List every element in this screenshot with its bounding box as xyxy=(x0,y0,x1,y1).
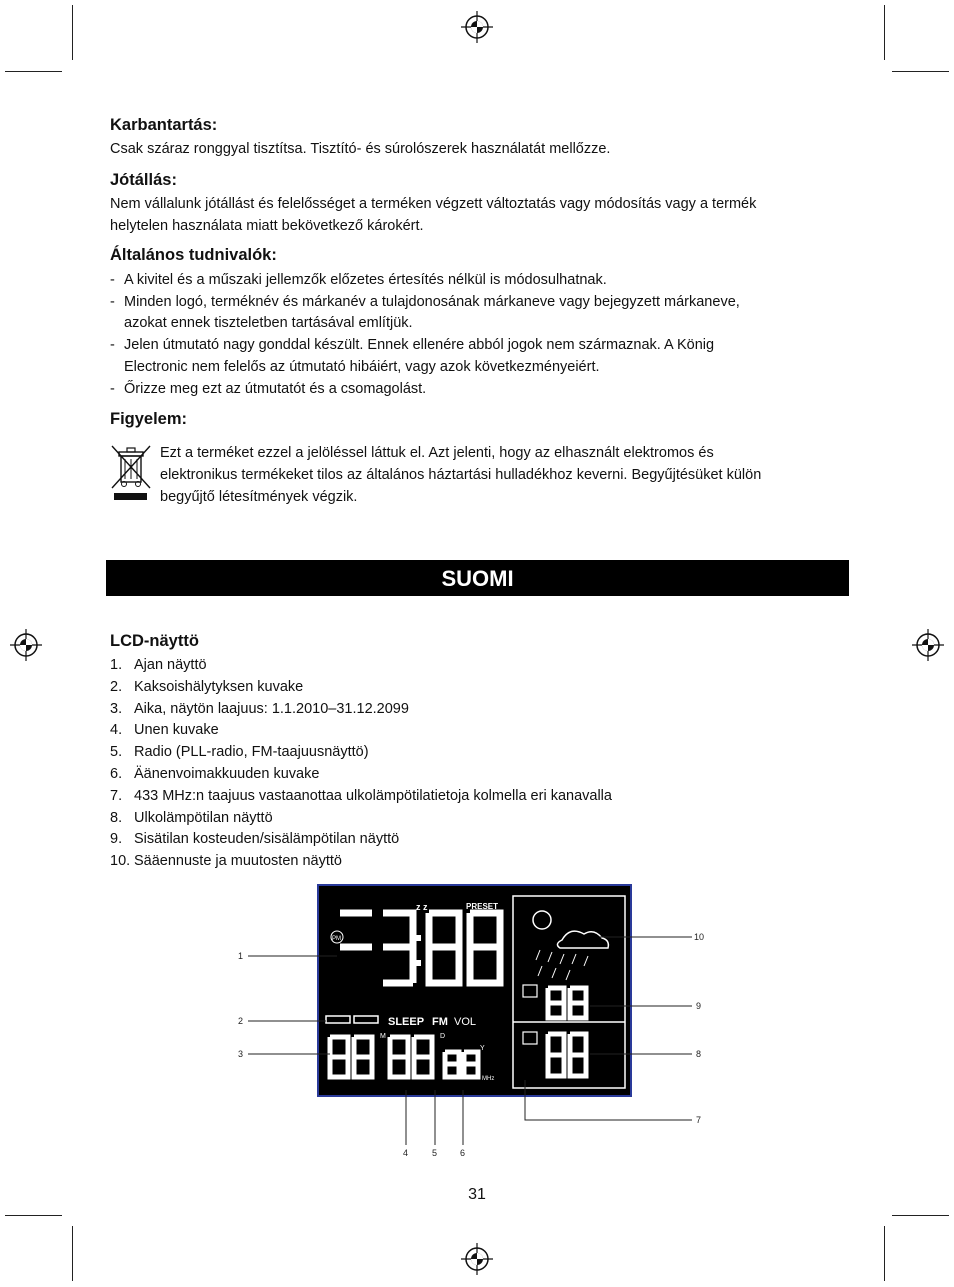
bullet-dash: - xyxy=(110,381,115,397)
sleep-icon: SLEEP xyxy=(388,1016,425,1028)
list-item: 6. Äänenvoimakkuuden kuvake xyxy=(110,765,320,782)
figyelem-line-3: begyűjtő létesítmények végzik. xyxy=(160,489,358,505)
bullet-text: Jelen útmutató nagy gonddal készült. Ennek ellenére abból jogok nem származnak. A König xyxy=(124,337,715,353)
page-number: 31 xyxy=(468,1186,486,1203)
pm-indicator: PM xyxy=(332,936,341,942)
bullet-dash: - xyxy=(110,272,115,288)
crop-mark xyxy=(884,1226,885,1281)
list-item: 2. Kaksoishälytyksen kuvake xyxy=(110,678,304,695)
karbantartas-text: Csak száraz ronggyal tisztítsa. Tisztító- és súrolószerek használatát mellőzze. xyxy=(110,141,611,157)
callout-3: 3 xyxy=(238,1049,244,1059)
jotallas-line-2: helytelen használata miatt bekövetkező károkért. xyxy=(110,218,424,234)
crop-mark xyxy=(892,71,949,72)
heading-altalanos: Általános tudnivalók: xyxy=(110,246,277,264)
lcd-display-diagram xyxy=(230,880,720,1170)
list-item: 5. Radio (PLL-radio, FM-taajuusnäyttö) xyxy=(110,744,369,761)
callout-8: 8 xyxy=(696,1049,702,1059)
registration-mark-icon xyxy=(912,629,944,661)
bullet-text-cont: azokat ennek tiszteletben tartásával említjük. xyxy=(124,315,413,331)
bullet-text: A kivitel és a műszaki jellemzők előzetes értesítés nélkül is módosulhatnak. xyxy=(124,272,607,288)
vol-icon: VOL xyxy=(454,1016,477,1028)
crop-mark xyxy=(5,1215,62,1216)
heading-figyelem: Figyelem: xyxy=(110,410,188,428)
heading-jotallas: Jótállás: xyxy=(110,171,177,189)
list-item: 9. Sisätilan kosteuden/sisälämpötilan näyttö xyxy=(110,831,400,848)
heading-lcd: LCD-näyttö xyxy=(110,632,199,650)
callout-6: 6 xyxy=(460,1148,466,1158)
bullet-text: Őrizze meg ezt az útmutatót és a csomagolást. xyxy=(124,381,427,397)
registration-mark-icon xyxy=(461,1243,493,1275)
language-banner: SUOMI xyxy=(106,560,849,596)
bullet-dash: - xyxy=(110,294,115,310)
crop-mark xyxy=(72,5,73,60)
year-label: Y xyxy=(480,1045,485,1052)
list-item: 3. Aika, näytön laajuus: 1.1.2010–31.12.2099 xyxy=(110,700,409,717)
crop-mark xyxy=(72,1226,73,1281)
callout-7: 7 xyxy=(696,1115,702,1125)
callout-5: 5 xyxy=(432,1148,438,1158)
callout-10: 10 xyxy=(694,932,705,942)
crop-mark xyxy=(884,5,885,60)
month-label: M xyxy=(380,1033,386,1040)
lcd-item-list xyxy=(110,655,612,873)
sleep-z-icon: z z xyxy=(416,902,428,912)
weee-crossed-bin-icon xyxy=(110,444,152,504)
fm-icon: FM xyxy=(432,1016,448,1028)
callout-2: 2 xyxy=(238,1016,244,1026)
bullet-text-cont: Electronic nem felelős az útmutató hibáiért, vagy azok következményeiért. xyxy=(124,359,600,375)
bullet-text: Minden logó, terméknév és márkanév a tulajdonosának márkaneve vagy bejegyzett márkaneve, xyxy=(124,294,740,310)
callout-9: 9 xyxy=(696,1001,702,1011)
list-item: 7. 433 MHz:n taajuus vastaanottaa ulkolämpötilatietoja kolmella eri kanavalla xyxy=(110,787,612,804)
figyelem-line-1: Ezt a terméket ezzel a jelöléssel láttuk el. Azt jelenti, hogy az elhasznált elektromos és xyxy=(160,445,714,461)
list-item: 4. Unen kuvake xyxy=(110,722,219,739)
crop-mark xyxy=(5,71,62,72)
list-item: 1. Ajan näyttö xyxy=(110,657,207,673)
bullet-dash: - xyxy=(110,337,115,353)
crop-mark xyxy=(892,1215,949,1216)
heading-karbantartas: Karbantartás: xyxy=(110,116,218,134)
registration-mark-icon xyxy=(461,11,493,43)
callout-1: 1 xyxy=(238,951,244,961)
mhz-label: MHz xyxy=(482,1076,495,1082)
registration-mark-icon xyxy=(10,629,42,661)
list-item: 8. Ulkolämpötilan näyttö xyxy=(110,809,273,826)
preset-label: PRESET xyxy=(466,902,499,911)
list-item: 10. Sääennuste ja muutosten näyttö xyxy=(110,853,342,870)
callout-4: 4 xyxy=(403,1148,409,1158)
day-label: D xyxy=(440,1033,446,1040)
figyelem-line-2: elektronikus termékeket tilos az általános háztartási hulladékhoz keverni. Begyűjtésüket külön xyxy=(160,467,762,483)
jotallas-line-1: Nem vállalunk jótállást és felelősséget a terméken végzett változtatás vagy módosítás vagy a termék xyxy=(110,196,757,212)
